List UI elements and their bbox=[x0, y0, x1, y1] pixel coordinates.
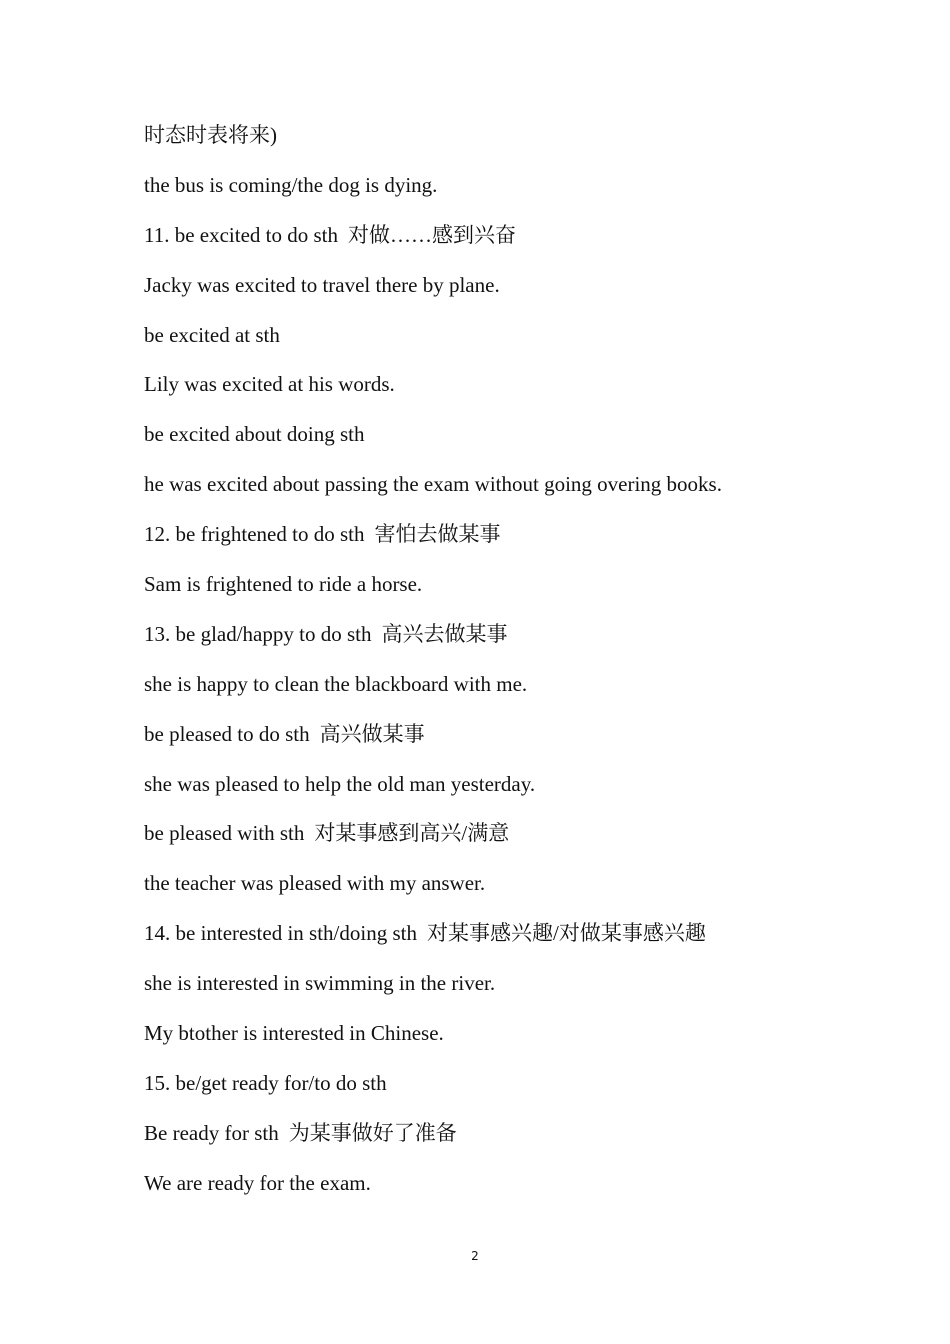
line-text: Sam is frightened to ride a horse. bbox=[144, 572, 423, 597]
text-line bbox=[144, 966, 864, 1016]
line-text: We are ready for the exam. bbox=[144, 1170, 371, 1195]
line-chinese-gloss: 为某事做好了准备 bbox=[288, 1120, 457, 1145]
text-line bbox=[144, 168, 864, 218]
line-text: 11. be excited to do sth bbox=[144, 222, 339, 247]
text-line bbox=[144, 118, 864, 168]
line-chinese-gloss: 对某事感到高兴/满意 bbox=[314, 821, 510, 846]
line-chinese-gloss: 对某事感兴趣/对做某事感兴趣 bbox=[426, 921, 706, 946]
line-text: the teacher was pleased with my answer. bbox=[144, 871, 486, 896]
line-text: My btother is interested in Chinese. bbox=[144, 1021, 444, 1046]
text-line bbox=[144, 816, 864, 866]
line-text: Jacky was excited to travel there by plane. bbox=[144, 272, 500, 297]
text-line bbox=[144, 517, 864, 567]
line-chinese-gloss: 高兴去做某事 bbox=[381, 621, 508, 646]
text-line bbox=[144, 367, 864, 417]
text-body bbox=[144, 118, 864, 1216]
text-line bbox=[144, 1016, 864, 1066]
text-line bbox=[144, 467, 864, 517]
text-line bbox=[144, 417, 864, 467]
line-text: he was excited about passing the exam without going overing books. bbox=[144, 472, 722, 497]
text-line bbox=[144, 767, 864, 817]
text-line bbox=[144, 667, 864, 717]
line-text: Be ready for sth bbox=[144, 1120, 279, 1145]
text-line bbox=[144, 567, 864, 617]
text-line bbox=[144, 1116, 864, 1166]
line-text: 14. be interested in sth/doing sth bbox=[144, 921, 417, 946]
text-line bbox=[144, 1066, 864, 1116]
line-text: she is happy to clean the blackboard with me. bbox=[144, 671, 528, 696]
line-text: she was pleased to help the old man yesterday. bbox=[144, 771, 536, 796]
line-chinese-gloss: 对做……感到兴奋 bbox=[348, 222, 517, 247]
line-chinese-gloss: 害怕去做某事 bbox=[374, 522, 501, 547]
line-text: the bus is coming/the dog is dying. bbox=[144, 172, 438, 197]
text-line bbox=[144, 916, 864, 966]
line-chinese-gloss: 高兴做某事 bbox=[319, 721, 425, 746]
line-text: be excited about doing sth bbox=[144, 422, 365, 447]
line-text: 时态时表将来) bbox=[144, 123, 277, 147]
line-text: she is interested in swimming in the river. bbox=[144, 971, 496, 996]
line-text: 13. be glad/happy to do sth bbox=[144, 621, 372, 646]
text-line bbox=[144, 617, 864, 667]
line-text: be pleased with sth bbox=[144, 821, 305, 846]
line-text: 15. be/get ready for/to do sth bbox=[144, 1070, 387, 1095]
text-line bbox=[144, 268, 864, 318]
text-line bbox=[144, 1166, 864, 1216]
line-text: 12. be frightened to do sth bbox=[144, 522, 365, 547]
line-text: Lily was excited at his words. bbox=[144, 372, 395, 397]
text-line bbox=[144, 866, 864, 916]
line-text: be pleased to do sth bbox=[144, 721, 310, 746]
text-line bbox=[144, 318, 864, 368]
text-line bbox=[144, 717, 864, 767]
text-line bbox=[144, 218, 864, 268]
page-number: 2 bbox=[471, 1249, 479, 1263]
line-text: be excited at sth bbox=[144, 322, 280, 347]
